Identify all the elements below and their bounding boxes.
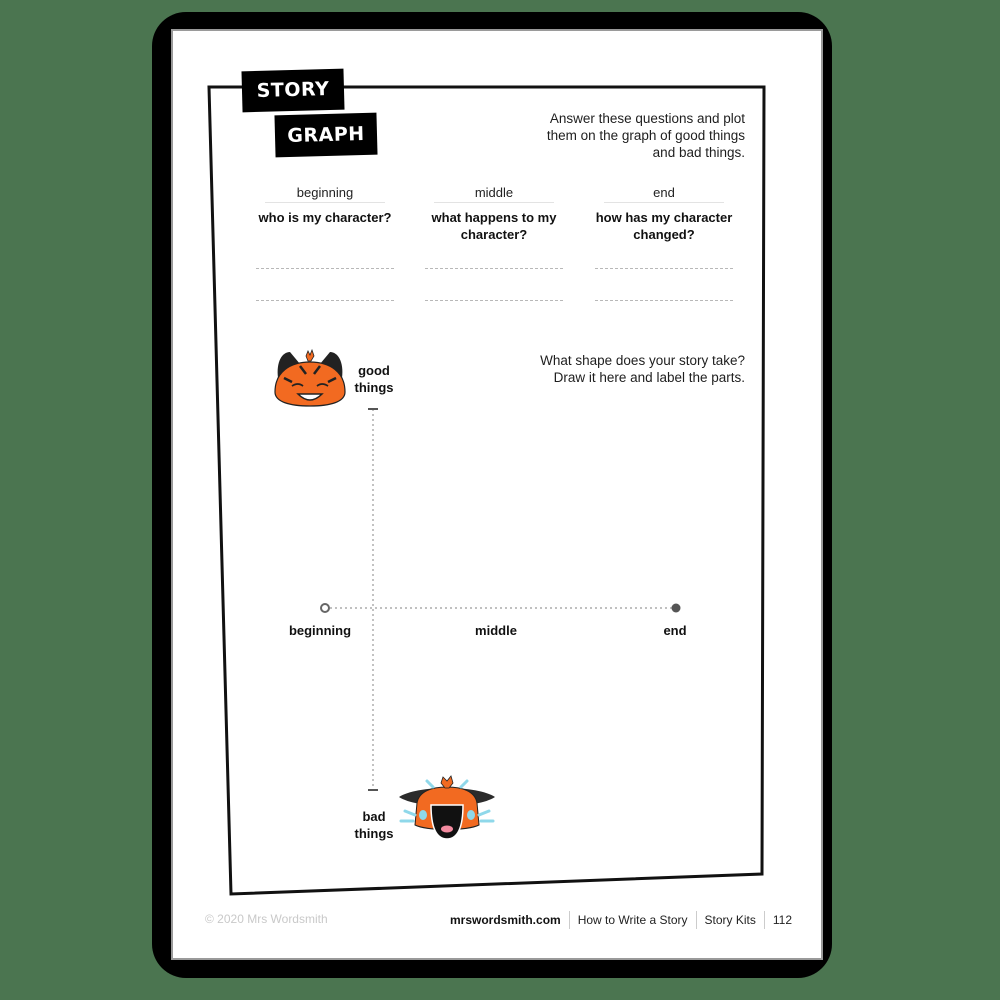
crying-tiger-icon	[397, 775, 497, 845]
y-axis-top-label: good things	[354, 363, 394, 395]
column-label: end	[604, 184, 724, 203]
site-link[interactable]: mrswordsmith.com	[450, 913, 561, 927]
answer-line-end-1[interactable]	[595, 268, 733, 269]
section-name: How to Write a Story	[577, 913, 688, 927]
column-beginning	[255, 184, 395, 226]
copyright: © 2020 Mrs Wordsmith	[205, 912, 328, 926]
column-question: how has my character changed?	[595, 210, 733, 242]
answer-line-middle-1[interactable]	[425, 268, 563, 269]
title-tag-story: STORY	[241, 69, 344, 113]
x-axis-label-beginning: beginning	[288, 623, 352, 638]
x-axis-label-end: end	[663, 623, 687, 638]
page-number: 112	[772, 913, 793, 927]
divider	[696, 911, 697, 929]
column-label: beginning	[265, 184, 385, 203]
answer-line-beginning-1[interactable]	[256, 268, 394, 269]
column-question: who is my character?	[258, 210, 392, 225]
column-question: what happens to my character?	[431, 210, 557, 242]
instructions-text: Answer these questions and plot them on the graph of good things and bad things.	[546, 111, 745, 160]
graph-prompt: What shape does your story take? Draw it here and label the parts.	[540, 353, 745, 385]
answer-line-beginning-2[interactable]	[256, 300, 394, 301]
y-axis-bottom-label: bad things	[354, 809, 394, 841]
title-tag-graph: GRAPH	[274, 113, 377, 158]
answer-line-middle-2[interactable]	[425, 300, 563, 301]
series-name: Story Kits	[704, 913, 756, 927]
footer-links	[450, 911, 792, 929]
column-label: middle	[434, 184, 554, 203]
happy-tiger-icon	[270, 348, 350, 408]
divider	[569, 911, 570, 929]
column-end	[594, 184, 734, 243]
divider	[764, 911, 765, 929]
answer-line-end-2[interactable]	[595, 300, 733, 301]
column-middle	[424, 184, 564, 243]
x-axis-label-middle: middle	[475, 623, 517, 638]
worksheet-page	[171, 29, 823, 960]
